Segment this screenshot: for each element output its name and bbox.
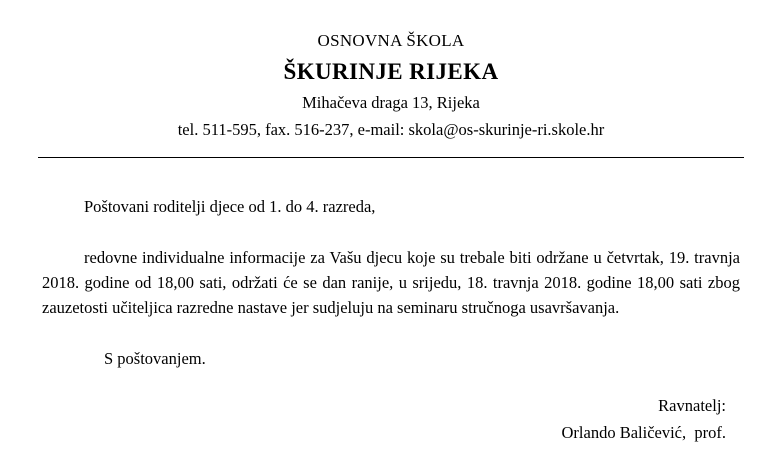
school-name: ŠKURINJE RIJEKA bbox=[283, 58, 499, 84]
school-address: Mihačeva draga 13, Rijeka bbox=[302, 93, 480, 113]
greeting-paragraph: Poštovani roditelji djece od 1. do 4. razreda, bbox=[84, 196, 376, 216]
letterhead bbox=[0, 0, 782, 143]
signature-role: Ravnatelj: bbox=[658, 396, 726, 416]
school-type: OSNOVNA ŠKOLA bbox=[317, 31, 465, 50]
school-contact: tel. 511-595, fax. 516-237, e-mail: skola@os-skurinje-ri.skole.hr bbox=[177, 120, 605, 140]
main-paragraph: redovne individualne informacije za Vašu djecu koje su trebale biti održane u četvrtak, 19. travnja 2018. godine od 18,00 sati, održati će se dan ranije, u srijedu, 18. travnja 2018. godine 18,00 sati zbog zauzetosti učiteljica razredne nastave jer sudjeluju na seminaru stručnoga usavršavanja. bbox=[42, 247, 740, 318]
signature-name: Orlando Baličević, prof. bbox=[561, 422, 726, 442]
closing-paragraph: S poštovanjem. bbox=[104, 349, 206, 369]
signature-block bbox=[0, 393, 726, 446]
letter-body bbox=[42, 194, 740, 371]
header-divider bbox=[38, 157, 744, 158]
